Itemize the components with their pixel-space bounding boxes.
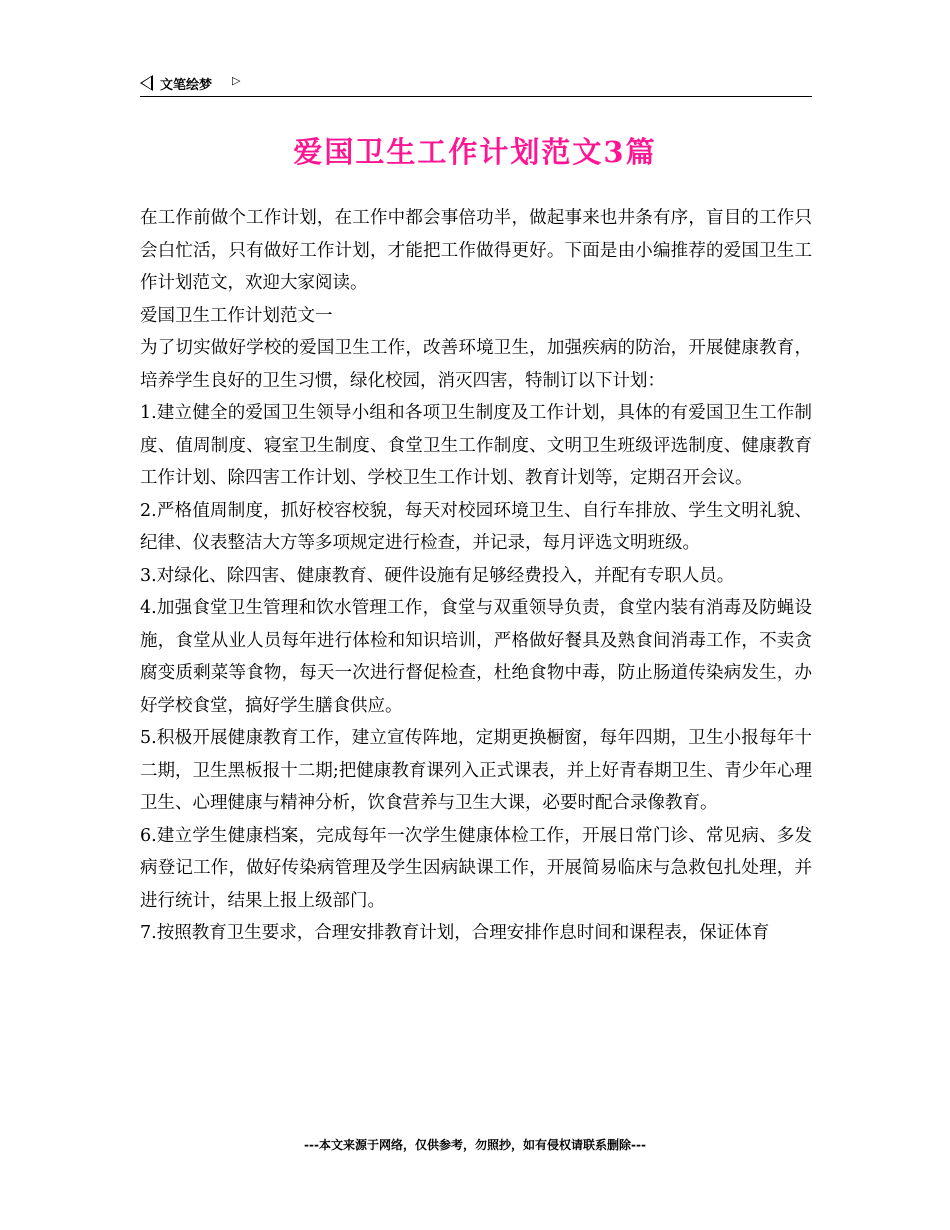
triangle-left-icon — [140, 75, 153, 91]
page-footer: ---本文来源于网络，仅供参考，勿照抄，如有侵权请联系删除--- — [304, 1138, 646, 1152]
list-item: 6.建立学生健康档案，完成每年一次学生健康体检工作，开展日常门诊、常见病、多发病登记工作，做好传染病管理及学生因病缺课工作，开展简易临床与急救包扎处理，并进行统计，结果上报上级部门。 — [140, 825, 812, 911]
list-item: 4.加强食堂卫生管理和饮水管理工作，食堂与双重领导负责，食堂内装有消毒及防蝇设施，食堂从业人员每年进行体检和知识培训，严格做好餐具及熟食间消毒工作，不卖贪腐变质剩菜等食物，每天一次进行督促检查，杜绝食物中毒，防止肠道传染病发生，办好学校食堂，搞好学生膳食供应。 — [140, 598, 812, 716]
section-heading: 爱国卫生工作计划范文一 — [140, 305, 333, 326]
document-title: 爱国卫生工作计划范文3篇 — [293, 135, 657, 169]
list-item: 7.按照教育卫生要求，合理安排教育计划，合理安排作息时间和课程表，保证体育 — [140, 923, 770, 943]
page-header — [140, 72, 812, 97]
list-item: 3.对绿化、除四害、健康教育、硬件设施有足够经费投入，并配有专职人员。 — [140, 565, 735, 586]
header-brand: 文笔绘梦 — [160, 78, 213, 93]
body-paragraph: 为了切实做好学校的爱国卫生工作，改善环境卫生，加强疾病的防治，开展健康教育，培养学生良好的卫生习惯，绿化校园，消灭四害，特制订以下计划： — [140, 338, 812, 391]
triangle-right-icon: ▷ — [232, 74, 241, 87]
document-body — [140, 202, 812, 950]
list-item: 1.建立健全的爱国卫生领导小组和各项卫生制度及工作计划，具体的有爱国卫生工作制度、值周制度、寝室卫生制度、食堂卫生工作制度、文明卫生班级评选制度、健康教育工作计划、除四害工作计划、学校卫生工作计划、教育计划等，定期召开会议。 — [140, 403, 812, 488]
intro-paragraph: 在工作前做个工作计划，在工作中都会事倍功半，做起事来也井条有序，盲目的工作只会白忙活，只有做好工作计划，才能把工作做得更好。下面是由小编推荐的爱国卫生工作计划范文，欢迎大家阅读。 — [140, 208, 812, 293]
list-item: 2.严格值周制度，抓好校容校貌，每天对校园环境卫生、自行车排放、学生文明礼貌、纪律、仪表整洁大方等多项规定进行检查，并记录，每月评选文明班级。 — [140, 500, 812, 553]
list-item: 5.积极开展健康教育工作，建立宣传阵地，定期更换橱窗，每年四期，卫生小报每年十二期，卫生黑板报十二期;把健康教育课列入正式课表，并上好青春期卫生、青少年心理卫生、心理健康与精神分析，饮食营养与卫生大课，必要时配合录像教育。 — [140, 728, 812, 813]
